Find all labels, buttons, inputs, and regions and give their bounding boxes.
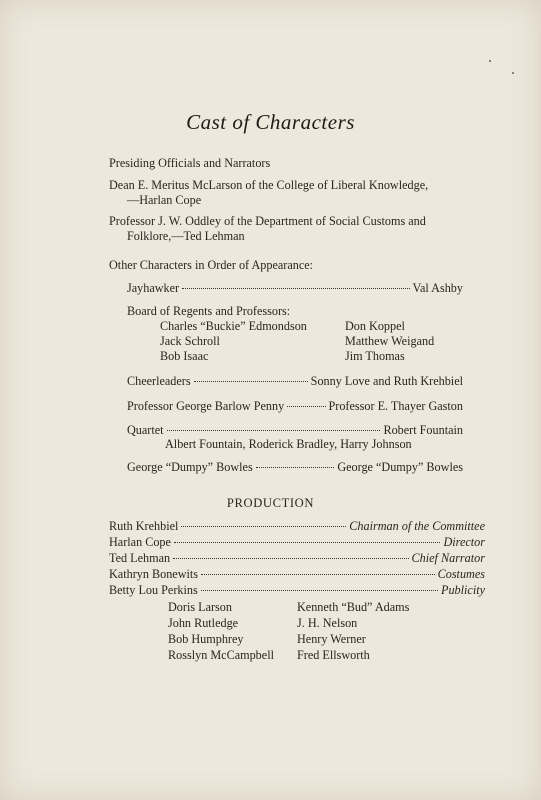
board-member: Matthew Weigand: [345, 334, 435, 348]
actor-name: Professor E. Thayer Gaston: [328, 399, 463, 413]
board-heading: Board of Regents and Professors:: [127, 304, 291, 318]
staff-role: Chief Narrator: [411, 551, 485, 565]
cast-row-jayhawker: [127, 281, 463, 296]
dot-leader: [167, 430, 381, 431]
presiding-heading: Presiding Officials and Narrators: [109, 156, 271, 170]
paper-speck: [512, 72, 514, 74]
dot-leader: [287, 406, 325, 407]
production-row: [109, 551, 485, 566]
actor-name: Val Ashby: [412, 281, 463, 295]
cast-row-cheerleaders: [127, 374, 463, 389]
role-name: Quartet: [127, 423, 164, 437]
cast-row-penny: [127, 399, 463, 414]
actor-name: George “Dumpy” Bowles: [337, 460, 463, 474]
role-name: Jayhawker: [127, 281, 180, 295]
production-row: [109, 519, 485, 534]
assistant-name: J. H. Nelson: [297, 616, 358, 630]
staff-name: Ted Lehman: [109, 551, 171, 565]
cast-row-quartet: [127, 423, 463, 438]
professor-line-2: Folklore,—Ted Lehman: [127, 229, 245, 243]
staff-role: Costumes: [437, 567, 485, 581]
assistant-name: Fred Ellsworth: [297, 648, 370, 662]
paper-speck: [489, 60, 491, 62]
production-row: [109, 535, 485, 550]
dot-leader: [173, 558, 408, 559]
cast-row-bowles: [127, 460, 463, 475]
board-member: Charles “Buckie” Edmondson: [160, 319, 307, 333]
staff-role: Chairman of the Committee: [349, 519, 485, 533]
dot-leader: [201, 574, 435, 575]
staff-name: Harlan Cope: [109, 535, 171, 549]
board-member: Jack Schroll: [160, 334, 220, 348]
staff-role: Publicity: [441, 583, 485, 597]
actor-name: Sonny Love and Ruth Krehbiel: [310, 374, 463, 388]
production-row: [109, 567, 485, 582]
dot-leader: [182, 288, 409, 289]
board-member: Bob Isaac: [160, 349, 209, 363]
assistant-name: Henry Werner: [297, 632, 366, 646]
assistant-name: Doris Larson: [168, 600, 232, 614]
dot-leader: [174, 542, 441, 543]
staff-role: Director: [443, 535, 485, 549]
board-member: Jim Thomas: [345, 349, 405, 363]
dean-line-2: —Harlan Cope: [127, 193, 202, 207]
assistant-name: John Rutledge: [168, 616, 239, 630]
actor-name: Robert Fountain: [383, 423, 463, 437]
page-title: Cast of Characters: [186, 110, 355, 134]
assistant-name: Bob Humphrey: [168, 632, 244, 646]
production-heading: PRODUCTION: [226, 496, 315, 510]
dot-leader: [201, 590, 438, 591]
dot-leader: [181, 526, 346, 527]
role-name: Cheerleaders: [127, 374, 191, 388]
dot-leader: [256, 467, 335, 468]
professor-line-1: Professor J. W. Oddley of the Department of Social Customs and: [109, 214, 426, 228]
role-name: George “Dumpy” Bowles: [127, 460, 253, 474]
role-name: Professor George Barlow Penny: [127, 399, 285, 413]
dean-line-1: Dean E. Meritus McLarson of the College of Liberal Knowledge,: [109, 178, 429, 192]
staff-name: Ruth Krehbiel: [109, 519, 179, 533]
staff-name: Kathryn Bonewits: [109, 567, 199, 581]
assistant-name: Kenneth “Bud” Adams: [297, 600, 410, 614]
production-row: [109, 583, 485, 598]
staff-name: Betty Lou Perkins: [109, 583, 198, 597]
assistant-name: Rosslyn McCampbell: [168, 648, 274, 662]
quartet-members: Albert Fountain, Roderick Bradley, Harry Johnson: [165, 437, 412, 451]
board-member: Don Koppel: [345, 319, 405, 333]
other-heading: Other Characters in Order of Appearance:: [109, 258, 314, 272]
dot-leader: [194, 381, 308, 382]
